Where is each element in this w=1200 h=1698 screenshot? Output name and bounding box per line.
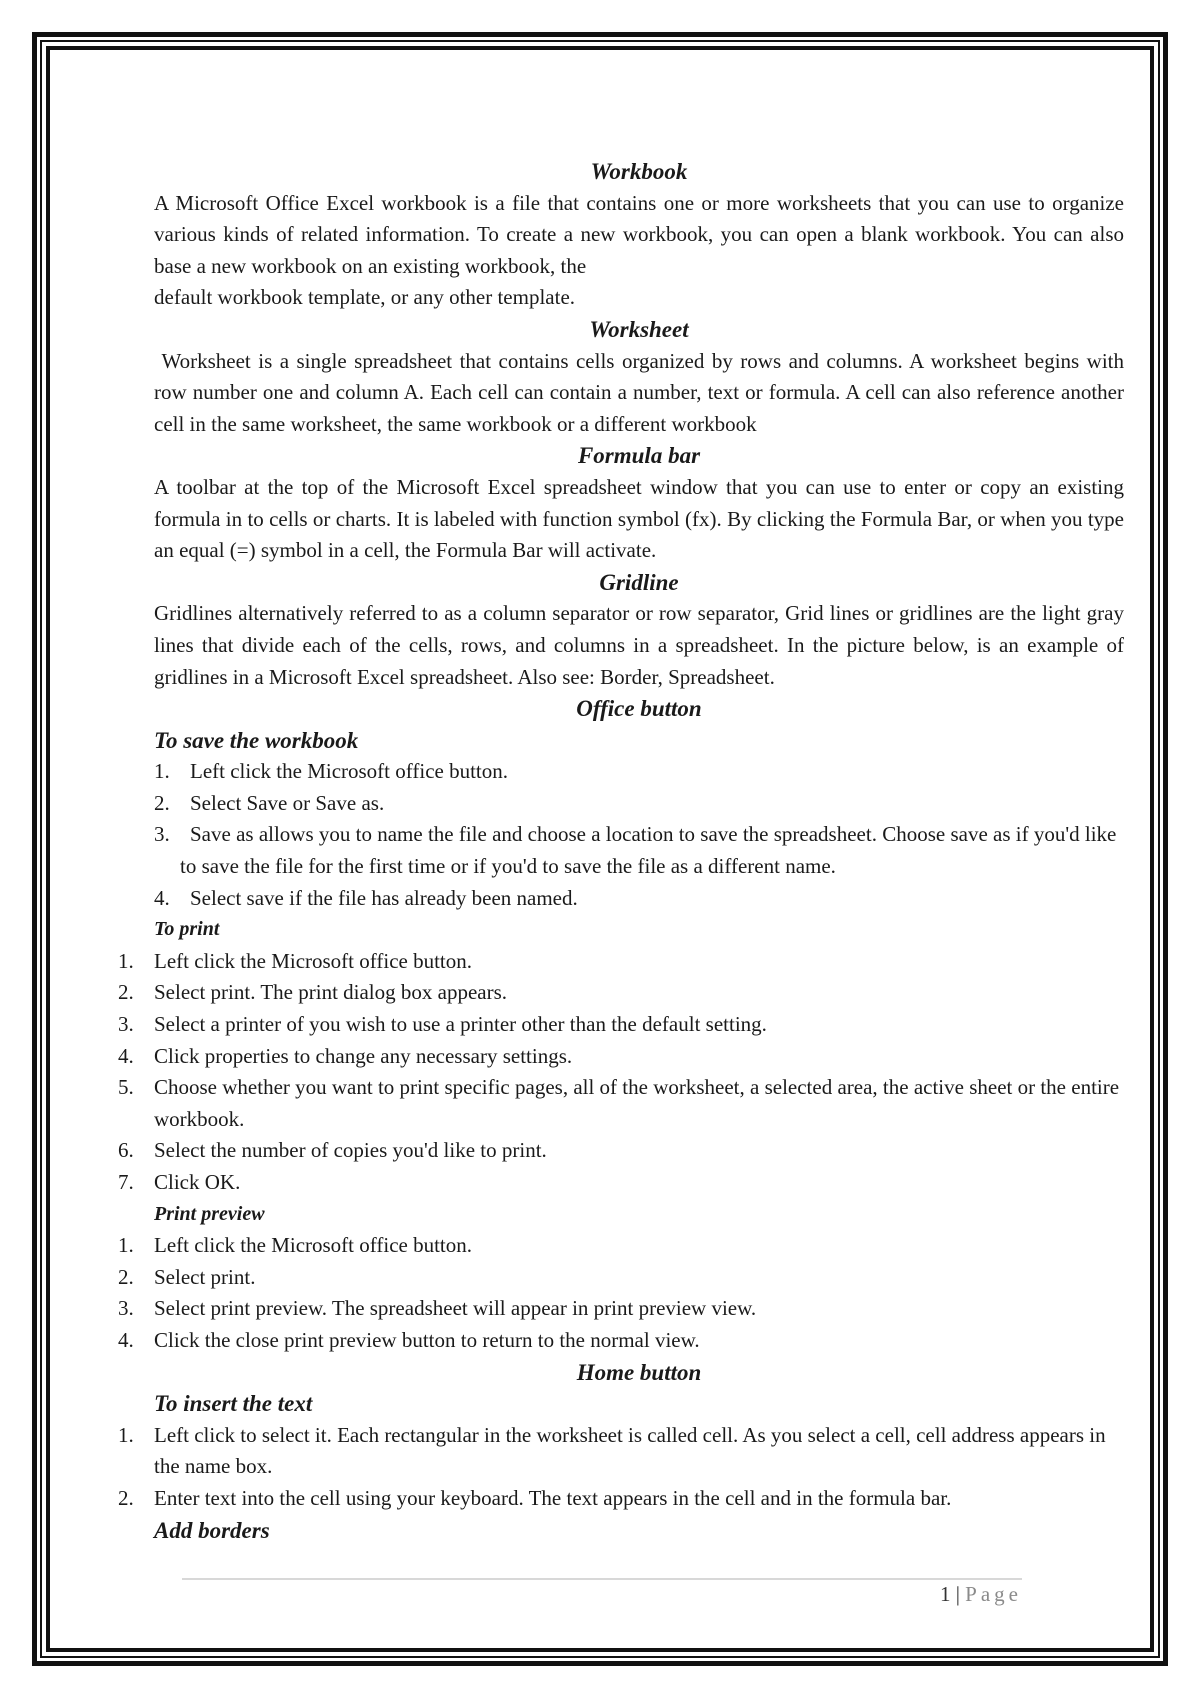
footer-separator: | (955, 1582, 960, 1606)
list-item (118, 1262, 1124, 1294)
list-number: 2. (118, 1264, 134, 1289)
heading-workbook: Workbook (590, 159, 688, 184)
heading-office-button: Office button (576, 696, 702, 722)
list-text: Select save if the file has already been named. (190, 885, 578, 910)
page-number: 1 (939, 1582, 951, 1606)
list-number: 1. (118, 1422, 134, 1447)
list-item (118, 1325, 1124, 1357)
list-text: Click the close print preview button to return to the normal view. (154, 1327, 700, 1352)
list-number: 1. (118, 948, 134, 973)
list-save-steps (154, 756, 1124, 914)
list-preview-steps (118, 1230, 1124, 1356)
subheading-print-preview: Print preview (154, 1202, 265, 1225)
list-text: Left click the Microsoft office button. (154, 1233, 473, 1258)
list-text: Left click the Microsoft office button. (190, 759, 509, 784)
list-number: 3. (118, 1012, 134, 1037)
heading-worksheet: Worksheet (589, 316, 689, 342)
list-text: Choose whether you want to print specific pages, all of the worksheet, a selected area, the active sheet or the entire workbook. (154, 1075, 1120, 1131)
paragraph-workbook-cont: default workbook template, or any other template. (154, 285, 576, 310)
list-item (154, 756, 1124, 788)
list-item (118, 1230, 1124, 1262)
list-number: 4. (118, 1327, 134, 1352)
footer-divider (182, 1578, 1022, 1580)
list-text: Click OK. (154, 1170, 241, 1194)
list-number: 7. (118, 1170, 134, 1194)
list-item (118, 1483, 1124, 1515)
list-number: 1. (154, 759, 170, 784)
list-number: 3. (118, 1296, 134, 1321)
list-item (118, 1009, 1124, 1041)
list-item (118, 1293, 1124, 1325)
list-text: Left click to select it. Each rectangular in the worksheet is called cell. As you select a cell, cell address appears in the name box. (154, 1422, 1106, 1479)
list-item (118, 1420, 1124, 1483)
list-number: 6. (118, 1138, 134, 1163)
document-body (118, 156, 1130, 1546)
subheading-insert-text: To insert the text (154, 1391, 313, 1417)
page-footer (940, 1582, 1022, 1607)
list-item (118, 946, 1124, 978)
list-number: 5. (118, 1075, 134, 1100)
list-text: Select print. (154, 1264, 256, 1289)
paragraph-gridline: Gridlines alternatively referred to as a column separator or row separator, Grid lines or gridlines are the light gray lines that divide each of the cells, rows, and columns in a spreadsheet. In the picture below, is an example of gridlines in a Microsoft Excel spreadsheet. Also see: Border, Spreadsheet. (154, 601, 1124, 689)
heading-home-button: Home button (576, 1359, 702, 1385)
list-text: Select print. The print dialog box appears. (154, 980, 508, 1005)
list-number: 1. (118, 1233, 134, 1258)
list-text: Left click the Microsoft office button. (154, 948, 473, 973)
list-text: Select print preview. The spreadsheet will appear in print preview view. (154, 1296, 757, 1321)
list-number: 2. (118, 1485, 134, 1510)
subheading-save-workbook: To save the workbook (154, 727, 359, 753)
list-number: 3. (154, 822, 170, 847)
list-number: 4. (118, 1043, 134, 1068)
list-insert-steps (118, 1420, 1124, 1515)
heading-gridline: Gridline (599, 569, 679, 595)
heading-formula-bar: Formula bar (577, 443, 701, 469)
subheading-to-print: To print (154, 918, 220, 941)
list-number: 2. (154, 790, 170, 815)
list-text: Select a printer of you wish to use a printer other than the default setting. (154, 1012, 767, 1037)
list-text: Enter text into the cell using your keyboard. The text appears in the cell and in the formula bar. (154, 1485, 952, 1510)
list-number: 2. (118, 980, 134, 1005)
list-item (118, 1135, 1124, 1167)
paragraph-worksheet: Worksheet is a single spreadsheet that contains cells organized by rows and columns. A worksheet begins with row number one and column A. Each cell can contain a number, text or formula. A cell can also reference another cell in the same worksheet, the same workbook or a different workbook (154, 348, 1130, 436)
list-item (154, 788, 1124, 820)
list-text: Select Save or Save as. (190, 790, 385, 815)
list-text: Select the number of copies you'd like to print. (154, 1138, 547, 1163)
subheading-add-borders: Add borders (154, 1517, 270, 1543)
list-item (118, 1072, 1124, 1135)
list-text: Save as allows you to name the file and choose a location to save the spreadsheet. Choose save as if you'd like to save the file for the first time or if you'd to save the file as a different name. (180, 822, 1117, 879)
page-label: Page (965, 1582, 1022, 1606)
paragraph-workbook: A Microsoft Office Excel workbook is a file that contains one or more worksheets that you can use to organize various kinds of related information. To create a new workbook, you can open a blank workbook. You can also base a new workbook on an existing workbook, the (154, 190, 1124, 278)
list-print-steps (118, 946, 1124, 1199)
list-item (154, 819, 1124, 882)
list-number: 4. (154, 885, 170, 910)
list-text: Click properties to change any necessary settings. (154, 1043, 573, 1068)
list-item (118, 977, 1124, 1009)
list-item (154, 883, 1124, 915)
list-item (118, 1167, 1124, 1199)
paragraph-formula-bar: A toolbar at the top of the Microsoft Excel spreadsheet window that you can use to enter or copy an existing formula in to cells or charts. It is labeled with function symbol (fx). By clicking the Formula Bar, or when you type an equal (=) symbol in a cell, the Formula Bar will activate. (154, 474, 1124, 563)
list-item (118, 1041, 1124, 1073)
